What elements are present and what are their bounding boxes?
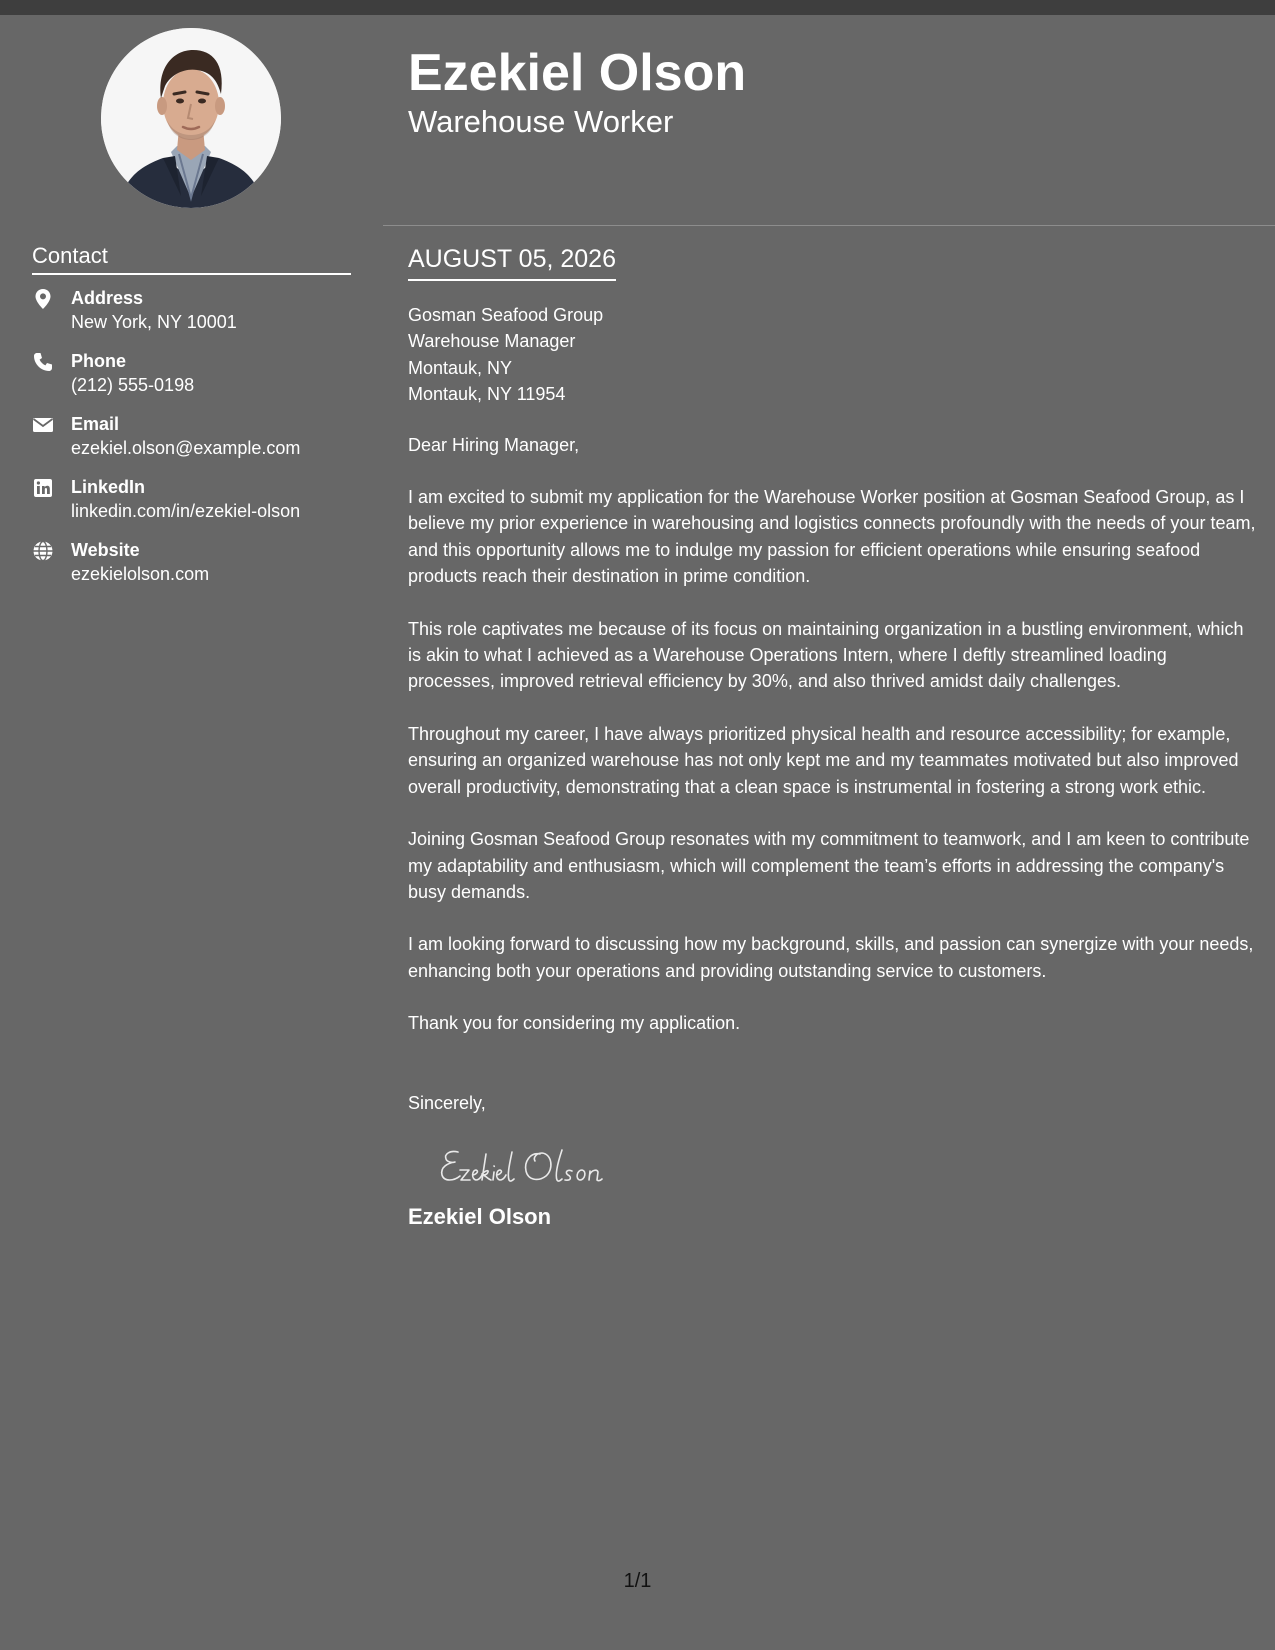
avatar	[101, 28, 281, 208]
contact-item-address	[32, 286, 362, 349]
contact-label: Phone	[71, 351, 127, 371]
salutation: Dear Hiring Manager,	[408, 434, 580, 455]
profile-photo	[101, 28, 281, 208]
linkedin-icon	[32, 477, 54, 499]
header-divider	[383, 225, 1275, 226]
handwritten-signature	[436, 1144, 656, 1188]
body-paragraph: Thank you for considering my application.	[408, 1013, 741, 1034]
letter-date: AUGUST 05, 2026	[408, 242, 616, 281]
contact-item-linkedin	[32, 475, 362, 538]
contact-heading: Contact	[32, 241, 351, 275]
body-paragraph: I am excited to submit my application for the Warehouse Worker position at Gosman Seafood Group, as I believe my prior experience in warehousing and logistics connects profoundly with the needs of your team, and this opportunity allows me to indulge my passion for efficient operations while ensuring seafood products reach their destination in prime condition.	[408, 487, 1256, 587]
linkedin-link[interactable]: linkedin.com/in/ezekiel-olson	[71, 501, 301, 521]
top-bar	[0, 0, 1275, 15]
body-paragraph: This role captivates me because of its focus on maintaining organization in a bustling environment, which is akin to what I achieved as a Warehouse Operations Intern, where I deftly streamlined loading processes, improved retrieval efficiency by 30%, and also thrived amidst daily challenges.	[408, 618, 1244, 692]
address-value: New York, NY 10001	[71, 312, 237, 332]
page-number: 1/1	[623, 1570, 652, 1592]
location-pin-icon	[32, 288, 54, 310]
body-paragraph: Joining Gosman Seafood Group resonates with my commitment to teamwork, and I am keen to contribute my adaptability and enthusiasm, which will complement the team’s efforts in addressing the company's busy demands.	[408, 829, 1250, 902]
contact-label: Website	[71, 540, 140, 560]
closing: Sincerely,	[408, 1092, 486, 1113]
contact-label: LinkedIn	[71, 477, 146, 497]
body-paragraph: Throughout my career, I have always prioritized physical health and resource accessibility; for example, ensuring an organized warehouse has not only kept me and my teammates motivated but also improved overall productivity, demonstrating that a clean space is instrumental in fostering a strong work ethic.	[408, 723, 1239, 797]
contact-item-phone	[32, 349, 362, 412]
contact-item-website	[32, 538, 362, 601]
recipient-title: Warehouse Manager	[408, 331, 576, 352]
recipient-block	[408, 302, 1258, 408]
contact-item-email	[32, 412, 362, 475]
phone-icon	[32, 351, 54, 373]
job-title: Warehouse Worker	[408, 104, 674, 139]
sidebar	[0, 15, 383, 1650]
globe-icon	[32, 540, 54, 562]
envelope-icon	[32, 414, 54, 436]
recipient-company: Gosman Seafood Group	[408, 305, 604, 325]
contact-label: Address	[71, 288, 144, 308]
website-link[interactable]: ezekielolson.com	[71, 564, 210, 584]
contact-label: Email	[71, 414, 120, 434]
body-paragraph: I am looking forward to discussing how my background, skills, and passion can synergize with your needs, enhancing both your operations and providing outstanding service to customers.	[408, 934, 1254, 981]
recipient-city: Montauk, NY	[408, 357, 513, 378]
recipient-address: Montauk, NY 11954	[408, 384, 566, 405]
contact-list	[32, 286, 362, 601]
email-link[interactable]: ezekiel.olson@example.com	[71, 438, 301, 458]
signed-name: Ezekiel Olson	[408, 1203, 552, 1229]
candidate-name: Ezekiel Olson	[408, 44, 747, 102]
phone-value: (212) 555-0198	[71, 375, 195, 395]
letter-body	[408, 302, 1258, 1232]
